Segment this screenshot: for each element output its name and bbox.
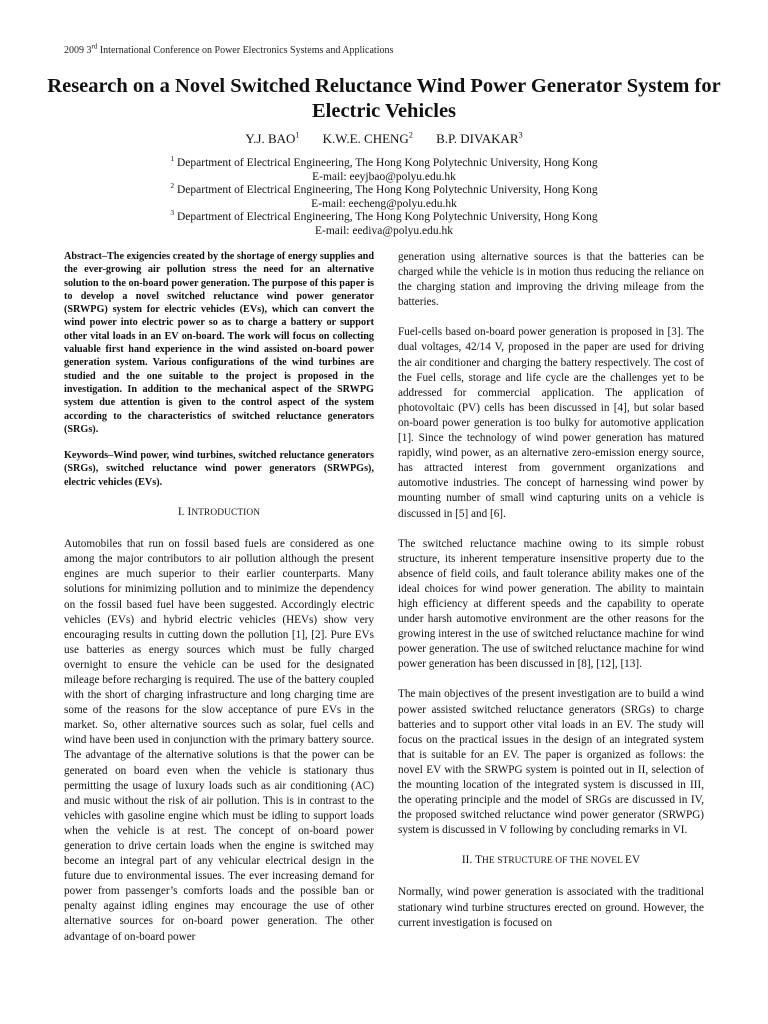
affiliation-sup: 1 [170, 154, 175, 164]
abstract: Abstract–The exigencies created by the shortage of energy supplies and the ever-growing air pollution stress the need for an alternative solution to the on-board power generation. The purpose of this paper is to develop a novel switched reluctance wind power generator (SRWPG) system for electric vehicles (EVs), which can convert the wind power into electric power so as to charge a battery or support other vital loads in an EV on-board. The work will focus on collecting valuable first hand experience in the wind assisted on-board power generation system. Various configurations of the wind turbines are studied and the one suitable to the project is proposed in the investigation. In addition to the mechanical aspect of the SRWPG system due attention is given to the control aspect of the system according to the characteristics of switched reluctance generators (SRGs). [64, 251, 374, 435]
author-affil-sup: 1 [295, 130, 300, 140]
author [436, 131, 522, 146]
section-title-initial: I [187, 506, 192, 519]
affiliation-email: E-mail: eeyjbao@polyu.edu.hk [312, 170, 456, 183]
section-title-tail: EV [625, 854, 641, 867]
section2-paragraph: Normally, wind power generation is associated with the traditional stationary wind turbine structures erected on ground. However, the current investigation is focused on [398, 886, 704, 929]
left-column [64, 250, 374, 960]
author-name: Y.J. BAO [245, 131, 296, 146]
author-affil-sup: 3 [518, 130, 523, 140]
author [245, 131, 299, 146]
affiliation-dept: Department of Electrical Engineering, The Hong Kong Polytechnic University, Hong Kong [174, 157, 598, 169]
section-heading-structure [398, 853, 704, 869]
keywords: Keywords–Wind power, wind turbines, switched reluctance generators (SRGs), switched reluctance wind power generators (SRWPGs), electric vehicles (EVs). [64, 450, 374, 488]
section-numeral: I. [177, 506, 188, 519]
affiliation-list [0, 154, 768, 239]
affiliation [0, 181, 768, 198]
paper-title: Research on a Novel Switched Reluctance Wind Power Generator System for Electric Vehicles [47, 75, 721, 122]
section-title-rest: NTRODUCTION [191, 508, 261, 519]
author-affil-sup: 2 [408, 130, 413, 140]
section-numeral: II. [461, 854, 476, 867]
affiliation [0, 208, 768, 225]
author-list [0, 131, 768, 147]
section-title-initial: T [475, 854, 483, 867]
affiliation-sup: 2 [170, 181, 175, 191]
section-title-rest: HE STRUCTURE OF THE NOVEL [482, 856, 626, 867]
conference-name: International Conference on Power Electronics Systems and Applications [97, 45, 394, 56]
section-heading-introduction [64, 505, 374, 521]
conference-ordinal-sup: rd [91, 42, 98, 51]
author [323, 131, 413, 146]
body-paragraph: generation using alternative sources is that the batteries can be charged while the vehicle is in motion thus reducing the reliance on the charging station and improving the driving mileage from the batteries. [398, 251, 704, 309]
author-name: B.P. DIVAKAR [436, 131, 519, 146]
affiliation-email: E-mail: eecheng@polyu.edu.hk [311, 197, 457, 210]
body-paragraph: The switched reluctance machine owing to its simple robust structure, its inherent temperature insensitive property due to the absence of field coils, and fault tolerance ability makes one of the ideal choices for wind power generation. The ability to maintain high efficiency at different speeds and the capability to operate under harsh automotive environment are the other reasons for the growing interest in the use of switched reluctance machine for wind power generation. The use of switched reluctance machine for wind power generation has been discussed in [8], [12], [13]. [398, 537, 704, 671]
author-name: K.W.E. CHENG [322, 131, 409, 146]
affiliation-dept: Department of Electrical Engineering, The Hong Kong Polytechnic University, Hong Kong [174, 211, 598, 224]
affiliation-sup: 3 [170, 208, 175, 218]
intro-paragraph: Automobiles that run on fossil based fuels are considered as one among the major contributors to air pollution although the present engines are much superior to their earlier counterparts. Many solutions for minimizing pollution and to minimize the dependency on the fossil based fuel have been suggested. Accordingly electric vehicles (EVs) and hybrid electric vehicles (HEVs) show very encouraging results in cutting down the pollution [1], [2]. Pure EVs use batteries as energy sources which must be fully charged overnight to ensure the vehicle can be used for the designated mileage before recharging is required. The use of the battery coupled with the short of charging infrastructure and long charging time are some of the reasons for the slow acceptance of pure EVs in the market. So, other alternative sources such as solar, fuel cells and wind have been used in conjunction with the primary battery source. The advantage of the alternative solutions is that the power can be generated on board even when the vehicle is stationary thus permitting the usage of luxury loads such as air conditioning (AC) and music without the risk of air pollution. This is in contrast to the vehicles with gasoline engine which must be idling to support loads when the vehicle is at rest. The concept of on-board power generation to drive certain loads when the engine is switched may become an integral part of any vehicular electrical design in the future due to environmental issues. The ever increasing demand for power from passenger’s comforts loads and the possible ban or penalty against idling engines may encourage the use of other alternative sources for on-board power generation. The other advantage of on-board power [64, 538, 374, 943]
affiliation-dept: Department of Electrical Engineering, The Hong Kong Polytechnic University, Hong Kong [174, 184, 598, 197]
body-paragraph: The main objectives of the present investigation are to build a wind power assisted switched reluctance generators (SRGs) to charge batteries and to support other vital loads in an EV. The study will focus on the practical issues in the design of an integrated system that is suitable for an EV. The paper is organized as follows: the novel EV with the SRWPG system is pointed out in II, selection of the mounting location of the integrated system is discussed in III, the operating principle and the model of SRGs are discussed in IV, the proposed switched reluctance wind power generator (SRWPG) system is discussed in V following by concluding remarks in VI. [398, 688, 704, 837]
conference-year: 2009 3 [64, 45, 92, 56]
affiliation [0, 154, 768, 171]
right-column [398, 250, 704, 946]
affiliation-email: E-mail: eediva@polyu.edu.hk [314, 224, 453, 237]
conference-header [64, 44, 393, 57]
body-paragraph: Fuel-cells based on-board power generation is proposed in [3]. The dual voltages, 42/14 V, proposed in the paper are used for driving the air conditioner and charging the battery respectively. The cost of the Fuel cells, storage and life cycle are the challenges yet to be addressed for commercial application. The application of photovoltaic (PV) cells has been discussed in [4], but solar based on-board power generation is too bulky for automotive application [1]. Since the technology of wind power generation has matured rapidly, wind power, as an alternative zero-emission energy source, has attracted interest from government organizations and automotive industries. The concept of harnessing wind power by mounting number of small wind capturing units on a vehicle is discussed in [5] and [6]. [398, 326, 704, 520]
